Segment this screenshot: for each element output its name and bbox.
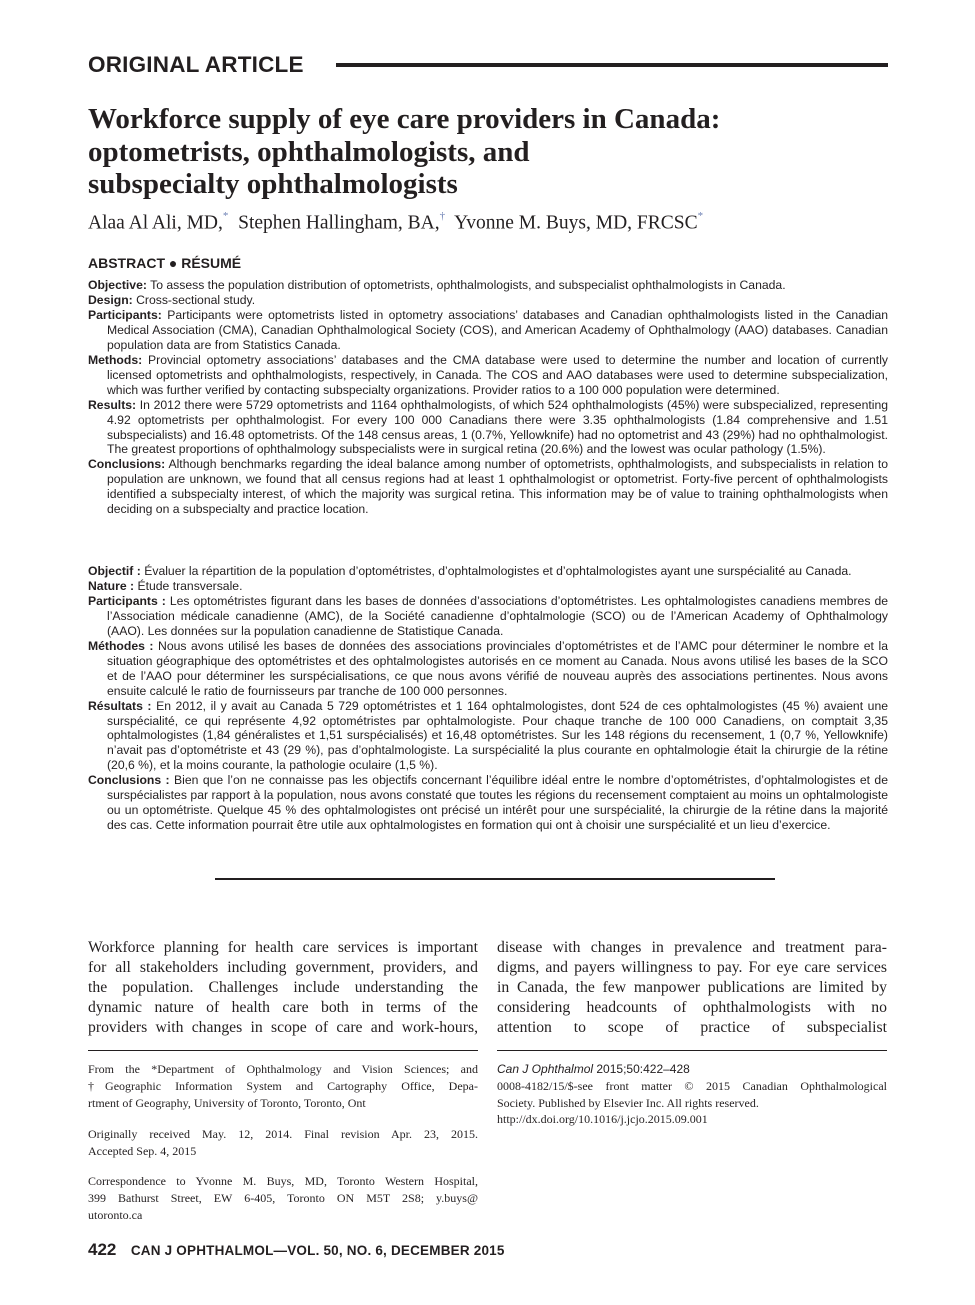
- abstract-item: [88, 308, 888, 353]
- abstract-text: Bien que l’on ne connaisse pas les objectifs concernant l’équilibre idéal entre le nombre d’optométristes, d’ophtalmologistes et de surspécialistes par rapport à la population, nous avons constaté que toutes les régions du recensement comptaient au moins un ophtalmologiste ou un optométriste. Quelque 45 % des ophtalmologistes ont précisé un intérêt pour une surspécialité, la chirurgie de la rétine dans la majorité des cas. Cette information pourrait être utile aux ophtalmologistes en formation qui ont à choisir une surspécialité et un lieu d’exercice.: [107, 773, 888, 833]
- body-line: dynamic nature of health care both in terms of the: [88, 999, 478, 1016]
- abstract-item: [88, 398, 888, 458]
- abstract-text: To assess the population distribution of optometrists, ophthalmologists, and subspecialist ophthalmologists in Canada.: [150, 278, 786, 292]
- body-column-left: [88, 938, 478, 1042]
- abstract-text: Étude transversale.: [137, 578, 243, 593]
- section-rule: [336, 63, 888, 67]
- abstract-label: Conclusions :: [88, 773, 170, 788]
- page-number: 422: [88, 1240, 117, 1259]
- author-mark[interactable]: *: [697, 210, 704, 222]
- body-line: in Canada, the few manpower publications are limited by: [497, 979, 887, 996]
- section-label: ORIGINAL ARTICLE: [88, 52, 304, 77]
- abstract-label: Nature :: [88, 578, 135, 593]
- footnote-line: 0008-4182/15/$-see front matter © 2015 Canadian Ophthalmological: [497, 1078, 887, 1093]
- footnote-line: 399 Bathurst Street, EW 6-405, Toronto ON M5T 2S8; y.buys@: [88, 1190, 478, 1205]
- abstract-text: Although benchmarks regarding the ideal balance among number of optometrists, ophthalmologists, and subspecialists in relation to population are unknown, we found that all census regions had at least 1 ophthalmologist or optometrist. Forty-five percent of ophthalmologists identified a subspecialty interest, of which the majority was surgical retina. This information may be of value to training ophthalmologists when deciding on a subspecialty and practice location.: [107, 457, 888, 517]
- abstract-text: In 2012 there were 5729 optometrists and 1164 ophthalmologists, of which 524 ophthalmologists (45%) were subspecialized, representing 4.92 optometrists per ophthalmologist. For every 100 000 Canadians there were 3.35 ophthalmologists (1.84 comprehensive and 1.51 subspecialists) and 16.48 optometrists. Of the 148 census areas, 1 (0.7%, Yellowknife) had no optometrist and 43 (29%) had no ophthalmologist. The greatest proportions of ophthalmology subspecialists were in surgical retina (20.6%) and the lowest was ocular pathology (1.5%).: [107, 397, 889, 457]
- author-name: Alaa Al Ali, MD,: [88, 212, 223, 234]
- body-line: digms, and payers willingness to pay. For eye care services: [497, 959, 887, 976]
- title-line: subspecialty ophthalmologists: [88, 168, 458, 200]
- body-line: providers with changes in scope of care and work-hours,: [88, 1019, 478, 1036]
- body-line: for all stakeholders including government, providers, and: [88, 959, 478, 976]
- body-line: disease with changes in prevalence and treatment para-: [497, 939, 887, 956]
- abstract-item: [88, 699, 888, 774]
- abstract-text: Les optométristes figurant dans les bases de données d’associations d’optométristes. Les ophtalmologistes canadiens membres de l’Association médicale canadienne (AMC), de la Société canadienne d’ophtalmologie (SCO) ou de l’American Academy of Ophthalmology (AAO). Les données sur la population canadienne de Statistique Canada.: [107, 593, 889, 638]
- footnote-line: From the *Department of Ophthalmology and Vision Sciences; and: [88, 1062, 478, 1076]
- footnote-rule: [497, 1050, 887, 1051]
- body-line: considering headcounts of ophthalmologists with no: [497, 999, 887, 1016]
- footnote-line: Originally received May. 12, 2014. Final revision Apr. 23, 2015.: [88, 1127, 478, 1141]
- abstract-label: Conclusions:: [88, 457, 166, 472]
- footnote-line: †Geographic Information System and Cartography Office, Depa-: [88, 1078, 478, 1093]
- abstract-text: Provincial optometry associations’ databases and the CMA database were used to determine the number and location of currently licensed optometrists and ophthalmologists, respectively, in Canada. The COS and AAO databases were used to determine subspecialization, which was further verified by contacting subspecialty organizations. Provider ratios to a 100 000 population were determined.: [107, 352, 888, 397]
- footnote-line: rtment of Geography, University of Toronto, Toronto, Ont: [88, 1095, 366, 1110]
- abstract-item: [88, 353, 888, 398]
- journal-name: Can J Ophthalmol: [497, 1062, 594, 1076]
- doi-link[interactable]: http://dx.doi.org/10.1016/j.jcjo.2015.09.001: [497, 1112, 708, 1127]
- abstract-item: [88, 457, 888, 517]
- page-footer: [88, 1240, 505, 1260]
- abstract-english: [88, 278, 888, 517]
- abstract-text: Nous avons utilisé les bases de données des associations provinciales d’optométristes et de l’AMC pour déterminer le nombre et la situation géographique des optométristes et des ophtalmologistes autorisés en ce moment au Canada. Nous avons utilisé les bases de la SCO et de l’AAO pour déterminer les surspécialisations, ce que nous avons vérifié de nouveau auprès des associations pertinentes. Nous avons ensuite calculé le ratio de fournisseurs par tranche de 100 000 personnes.: [107, 638, 888, 698]
- journal-ref: 2015;50:422–428: [593, 1062, 690, 1076]
- section-header: [88, 50, 888, 82]
- abstract-label: Objective:: [88, 278, 147, 292]
- author-mark[interactable]: *: [222, 210, 229, 222]
- abstract-text: Participants were optometrists listed in optometry associations’ databases and Canadian ophthalmologists listed in the Canadian Medical Association (CMA), Canadian Ophthalmological Society (COS), and American Academy of Ophthalmology (AAO) databases. Canadian population data are from Statistics Canada.: [107, 307, 889, 352]
- journal-citation: [497, 1061, 887, 1078]
- footnote-line: utoronto.ca: [88, 1207, 143, 1222]
- abstract-heading: ABSTRACT ● RÉSUMÉ: [88, 255, 242, 271]
- abstract-label: Design:: [88, 292, 133, 307]
- abstract-item: [88, 564, 888, 579]
- abstract-item: [88, 293, 888, 308]
- abstract-divider: [215, 878, 775, 880]
- abstract-text: Cross-sectional study.: [136, 292, 256, 307]
- abstract-french: [88, 564, 888, 833]
- article-title: [88, 103, 848, 201]
- running-head: CAN J OPHTHALMOL—VOL. 50, NO. 6, DECEMBER 2015: [130, 1243, 505, 1258]
- abstract-label: Méthodes :: [88, 638, 154, 653]
- footnote-rule: [88, 1050, 478, 1051]
- abstract-item: [88, 579, 888, 594]
- abstract-item: [88, 639, 888, 699]
- abstract-label: Participants:: [88, 307, 162, 322]
- abstract-label: Résultats :: [88, 698, 152, 713]
- body-line: Workforce planning for health care services is important: [88, 939, 478, 956]
- author-name: Yvonne M. Buys, MD, FRCSC: [454, 212, 698, 234]
- journal-note: [497, 1061, 887, 1128]
- abstract-label: Methods:: [88, 352, 143, 367]
- footnote-line: Society. Published by Elsevier Inc. All rights reserved.: [497, 1095, 759, 1110]
- title-line: optometrists, ophthalmologists, and: [88, 135, 530, 168]
- abstract-text: En 2012, il y avait au Canada 5 729 optométristes et 1 164 ophtalmologistes, dont 524 de ces ophtalmologistes (45 %) avaient une surspécialité, ce qui représente 4,92 optométristes par ophtalmologiste. Pour chaque tranche de 100 000 Canadiens, on comptait 3,35 ophtalmologistes (1,84 généralistes et 1,51 surspécialisés) et 16,48 optométristes. Sur les 148 régions du recensement, 1 (0,7 %, Yellowknife) n’avait pas d’optométriste et 43 (29 %), pas d’ophtalmologiste. La surspécialité la plus courante en ophtalmologie était la chirurgie de la rétine (20,6 %), et la moins courante, la pathologie oculaire (1,5 %).: [107, 698, 889, 773]
- affiliation-note: [88, 1061, 478, 1111]
- abstract-item: [88, 278, 888, 293]
- abstract-item: [88, 594, 888, 639]
- author-list: [88, 212, 888, 235]
- abstract-label: Participants :: [88, 593, 166, 608]
- abstract-label: Objectif :: [88, 564, 141, 578]
- abstract-text: Évaluer la répartition de la population d’optométristes, d’ophtalmologistes et d’ophtalmologistes ayant une surspécialité au Canada.: [144, 564, 852, 578]
- author-mark[interactable]: †: [439, 210, 446, 222]
- body-line: attention to scope of practice of subspecialist: [497, 1019, 887, 1036]
- footnote-line: Accepted Sep. 4, 2015: [88, 1143, 197, 1158]
- author-name: Stephen Hallingham, BA,: [238, 212, 440, 234]
- body-column-right: [497, 938, 887, 1042]
- correspondence-note: [88, 1173, 478, 1223]
- body-line: the population. Challenges include understanding the: [88, 979, 478, 996]
- abstract-label: Results:: [88, 397, 137, 412]
- received-note: [88, 1126, 478, 1160]
- abstract-item: [88, 773, 888, 833]
- footnote-line: Correspondence to Yvonne M. Buys, MD, Toronto Western Hospital,: [88, 1174, 478, 1188]
- title-line: Workforce supply of eye care providers in Canada:: [88, 103, 721, 135]
